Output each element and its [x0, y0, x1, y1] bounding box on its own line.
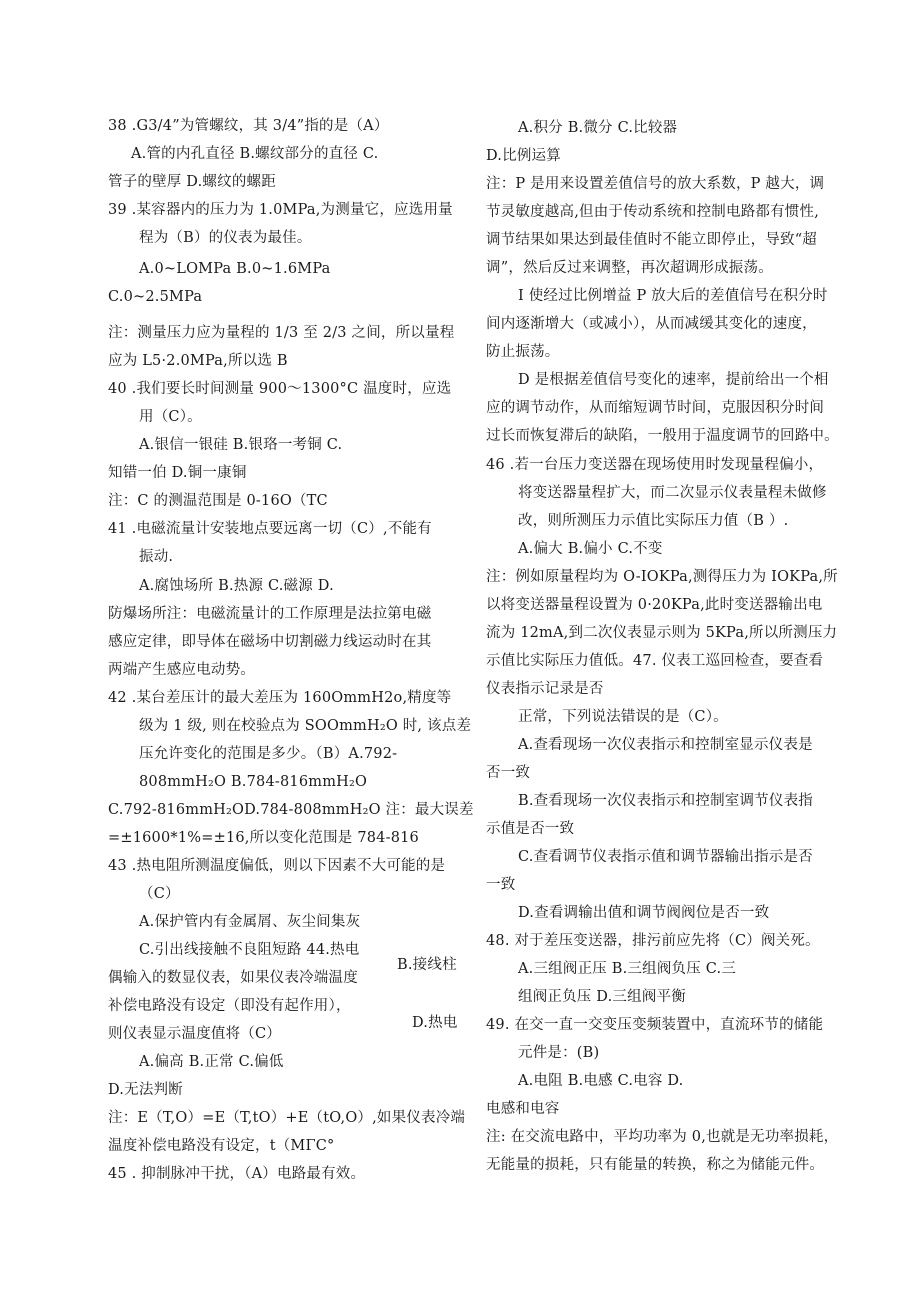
text-line: 41 .电磁流量计安装地点要远离一切（C）,不能有 [108, 521, 432, 537]
text-line: 应的调节动作，从而缩短调节时间，克服因积分时间 [486, 400, 825, 416]
text-line: 组阀正负压 D.三组阀平衡 [518, 989, 686, 1005]
text-line: 正常，下列说法错误的是（C）。 [518, 709, 728, 725]
text-line: 40 .我们要长时间测量 900～1300°C 温度时，应选 [108, 381, 452, 397]
text-line: 注：P 是用来设置差值信号的放大系数，P 越大，调 [486, 176, 825, 192]
text-line: 管子的壁厚 D.螺纹的螺距 [108, 174, 276, 190]
text-line: D.比例运算 [486, 148, 561, 164]
text-line: 注: 在交流电路中，平均功率为 0,也就是无功率损耗， [486, 1129, 839, 1145]
text-line: 级为 1 级, 则在校验点为 SOOmmH₂O 时, 该点差 [139, 718, 472, 734]
text-line: 43 .热电阻所测温度偏低，则以下因素不大可能的是 [108, 858, 446, 874]
text-line: 节灵敏度越高,但由于传动系统和控制电路都有惯性, [486, 204, 820, 220]
text-line: 调”，然后反过来调整，再次超调形成振荡。 [486, 260, 773, 276]
text-line: A.保护管内有金属屑、灰尘间集灰 [139, 914, 361, 930]
text-line: D 是根据差值信号变化的速率，提前给出一个相 [518, 372, 829, 388]
text-line: A.查看现场一次仪表指示和控制室显示仪表是 [518, 737, 813, 753]
text-line: 知错一伯 D.铜一康铜 [108, 465, 247, 481]
text-line: 振动. [139, 549, 174, 565]
text-line: 则仪表显示温度值将（C） [108, 1026, 281, 1042]
text-line: A.银信一银硅 B.银珞一考铜 C. [139, 437, 343, 453]
text-line: 48. 对于差压变送器，排污前应先将（C）阀关死。 [486, 933, 820, 949]
text-line: 两端产生感应电动势。 [108, 662, 255, 678]
text-line: 无能量的损耗，只有能量的转换，称之为储能元件。 [486, 1157, 825, 1173]
text-line: A.偏高 B.正常 C.偏低 [139, 1054, 284, 1070]
text-line: 示值比实际压力值低。47. 仪表工巡回检查，要查看 [486, 653, 824, 669]
text-line: 将变送器量程扩大，而二次显示仪表量程未做修 [518, 485, 827, 501]
text-line: D.无法判断 [108, 1082, 183, 1098]
text-line: 电感和电容 [486, 1101, 560, 1117]
text-line: （C） [139, 886, 180, 902]
text-line: 注：例如原量程均为 O-IOKPa,测得压力为 IOKPa,所 [486, 569, 838, 585]
text-line: 压允许变化的范围是多少。（B）A.792- [139, 746, 398, 762]
text-line: A.积分 B.微分 C.比较器 [518, 120, 678, 136]
text-line: 偶输入的数显仪表，如果仪表冷端温度 [108, 970, 358, 986]
text-line: A.腐蚀场所 B.热源 C.磁源 D. [139, 578, 334, 594]
text-line: 感应定律，即导体在磁场中切割磁力线运动时在其 [108, 634, 432, 650]
text-line: 改，则所测压力示值比实际压力值（B ）. [518, 513, 789, 529]
text-line: 38 .G3/4”为管螺纹，其 3/4”指的是（A） [108, 118, 389, 134]
text-line: 防爆场所注：电磁流量计的工作原理是法拉第电磁 [108, 606, 432, 622]
text-line: 程为（B）的仪表为最佳。 [139, 230, 312, 246]
text-line: 否一致 [486, 765, 531, 781]
text-line: 调节结果如果达到最佳值时不能立即停止，导致“超 [486, 232, 818, 248]
text-line: C.引出线接触不良阻短路 44.热电 [139, 942, 360, 958]
text-line: C.792-816mmH₂OD.784-808mmH₂O 注：最大误差 [108, 802, 474, 818]
text-line: 补偿电路没有设定（即没有起作用）， [108, 998, 351, 1014]
text-line: 应为 L5·2.0MPa,所以选 B [108, 353, 288, 369]
text-line: =±1600*1%=±16,所以变化范围是 784-816 [108, 830, 419, 846]
text-line: 元件是：(B) [518, 1045, 600, 1061]
text-line: 注：E（T,O）=E（T,tO）+E（tO,O）,如果仪表冷端 [108, 1110, 466, 1126]
text-line: 42 .某台差压计的最大差压为 160OmmH2o,精度等 [108, 690, 452, 706]
text-line: 流为 12mA,到二次仪表显示则为 5KPa,所以所测压力 [486, 625, 838, 641]
text-line: C.0~2.5MPa [108, 289, 203, 305]
text-line: A.管的内孔直径 B.螺纹部分的直径 C. [131, 146, 379, 162]
text-line: D.热电 [412, 1015, 458, 1031]
text-line: 间内逐渐增大（或减小），从而减缓其变化的速度， [486, 316, 817, 332]
text-line: 过长而恢复滞后的缺陷，一般用于温度调节的回路中。 [486, 428, 839, 444]
text-line: 示值是否一致 [486, 821, 575, 837]
text-line: C.查看调节仪表指示值和调节器输出指示是否 [518, 849, 813, 865]
right-column [470, 0, 920, 1301]
text-line: 注：测量压力应为量程的 1/3 至 2/3 之间，所以量程 [108, 325, 455, 341]
text-line: 温度补偿电路没有设定，t（MΓC° [108, 1138, 335, 1154]
text-line: A.偏大 B.偏小 C.不变 [518, 541, 663, 557]
text-line: B.接线柱 [397, 957, 457, 973]
text-line: 防止振荡。 [486, 344, 560, 360]
text-line: B.查看现场一次仪表指示和控制室调节仪表指 [518, 793, 813, 809]
text-line: A.0~LOMPa B.0~1.6MPa [139, 261, 331, 277]
text-line: A.三组阀正压 B.三组阀负压 C.三 [518, 961, 737, 977]
text-line: 39 .某容器内的压力为 1.0MPa,为测量它，应选用量 [108, 202, 453, 218]
text-line: 仪表指示记录是否 [486, 681, 604, 697]
text-line: D.查看调输出值和调节阀阀位是否一致 [518, 905, 770, 921]
text-line: 808mmH₂O B.784-816mmH₂O [139, 774, 368, 790]
text-line: 以将变送器量程设置为 0·20KPa,此时变送器输出电 [486, 597, 823, 613]
text-line: 46 .若一台压力变送器在现场使用时发现量程偏小， [486, 457, 824, 473]
text-line: 45 . 抑制脉冲干扰，（A）电路最有效。 [108, 1166, 366, 1182]
text-line: 注：C 的测温范围是 0-16O（TC [108, 493, 328, 509]
text-line: A.电阻 B.电感 C.电容 D. [518, 1073, 684, 1089]
text-line: 用（C）。 [139, 409, 202, 425]
text-line: 49. 在交一直一交变压变频装置中，直流环节的储能 [486, 1017, 824, 1033]
text-line: I 使经过比例增益 P 放大后的差值信号在积分时 [518, 288, 828, 304]
text-line: 一致 [486, 877, 516, 893]
